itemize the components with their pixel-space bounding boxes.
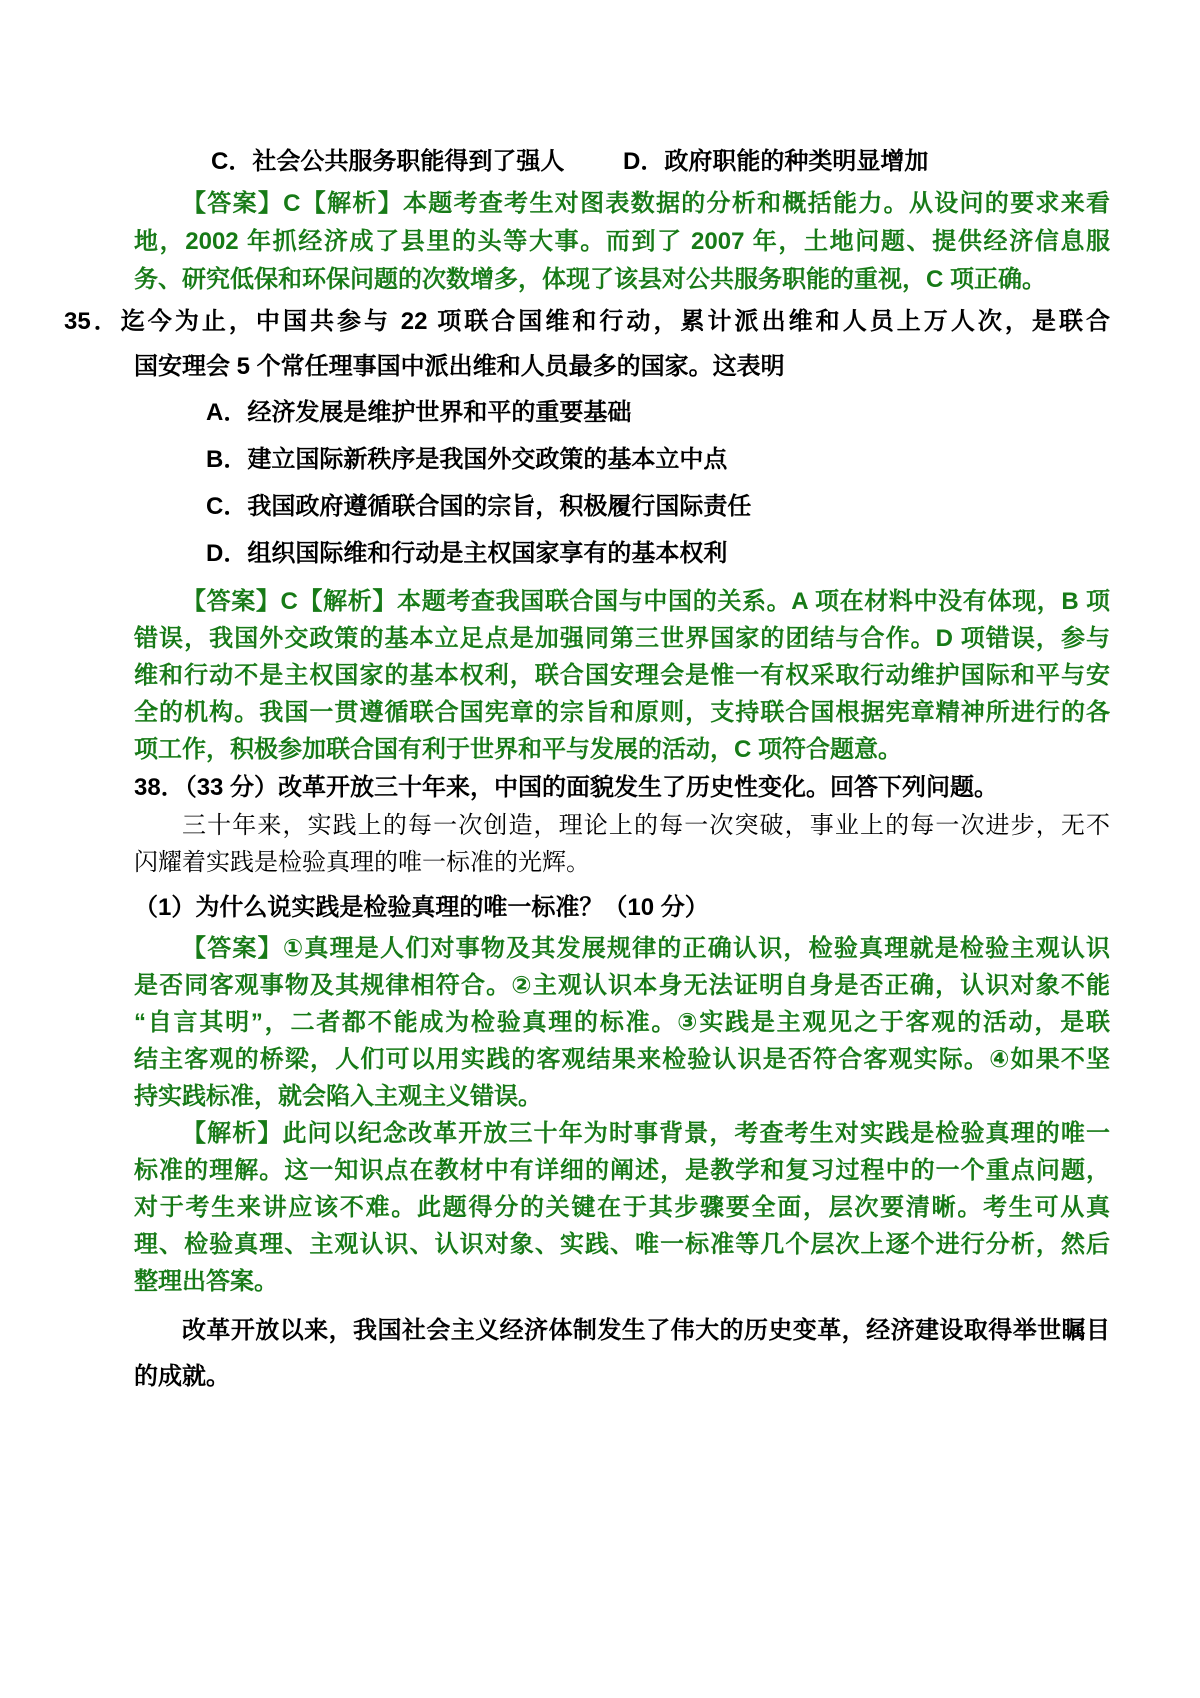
text-line: 标准的理解。这一知识点在教材中有详细的阐述，是教学和复习过程中的一个重点问题， bbox=[134, 1157, 1110, 1184]
q34-answer-explanation bbox=[134, 185, 1110, 299]
text-line: A．经济发展是维护世界和平的重要基础 bbox=[206, 399, 632, 426]
text-line: 改革开放以来，我国社会主义经济体制发生了伟大的历史变革，经济建设取得举世瞩目 bbox=[182, 1317, 1110, 1344]
q38-answer-1 bbox=[134, 930, 1110, 1115]
q34-option-d: D．政府职能的种类明显增加 bbox=[623, 148, 929, 175]
text-line: 维和行动不是主权国家的基本权利，联合国安理会是惟一有权采取行动维护国际和平与安 bbox=[134, 662, 1110, 689]
q35-answer-explanation bbox=[134, 583, 1110, 768]
text-line: 【答案】①真理是人们对事物及其发展规律的正确认识，检验真理就是检验主观认识 bbox=[182, 935, 1110, 962]
text-line: 35．迄今为止，中国共参与 22 项联合国维和行动，累计派出维和人员上万人次，是联合 bbox=[64, 308, 1110, 335]
text-line: 全的机构。我国一贯遵循联合国宪章的宗旨和原则，支持联合国根据宪章精神所进行的各 bbox=[134, 699, 1110, 726]
q34-options-row bbox=[134, 143, 1110, 181]
text-line: 结主客观的桥梁，人们可以用实践的客观结果来检验认识是否符合客观实际。④如果不坚 bbox=[134, 1046, 1110, 1073]
text-line: 项工作，积极参加联合国有利于世界和平与发展的活动，C 项符合题意。 bbox=[134, 736, 902, 763]
text-line: 闪耀着实践是检验真理的唯一标准的光辉。 bbox=[134, 850, 590, 876]
text-line: 【答案】C【解析】本题考查我国联合国与中国的关系。A 项在材料中没有体现，B 项 bbox=[182, 588, 1110, 615]
q38-heading: 38．（33 分）改革开放三十年来，中国的面貌发生了历史性变化。回答下列问题。 bbox=[134, 774, 999, 801]
text-line: 【答案】C【解析】本题考查考生对图表数据的分析和概括能力。从设问的要求来看 bbox=[182, 190, 1110, 217]
text-line: C．我国政府遵循联合国的宗旨，积极履行国际责任 bbox=[206, 493, 752, 520]
text-line: 理、检验真理、主观认识、认识对象、实践、唯一标准等几个层次上逐个进行分析，然后 bbox=[134, 1231, 1110, 1258]
text-line: 地，2002 年抓经济成了县里的头等大事。而到了 2007 年，土地问题、提供经济信息服 bbox=[134, 228, 1110, 255]
text-line: 错误，我国外交政策的基本立足点是加强同第三世界国家的团结与合作。D 项错误，参与 bbox=[134, 625, 1110, 652]
q34-option-c: C．社会公共服务职能得到了强人 bbox=[211, 148, 565, 175]
q38-analysis-1 bbox=[134, 1115, 1110, 1300]
text-line: 整理出答案。 bbox=[134, 1268, 278, 1295]
text-line: 对于考生来讲应该不难。此题得分的关键在于其步骤要全面，层次要清晰。考生可从真 bbox=[134, 1194, 1110, 1221]
text-line: 的成就。 bbox=[134, 1363, 230, 1390]
text-line: B．建立国际新秩序是我国外交政策的基本立中点 bbox=[206, 446, 728, 473]
text-line: 务、研究低保和环保问题的次数增多，体现了该县对公共服务职能的重视，C 项正确。 bbox=[134, 266, 1046, 293]
q35-stem bbox=[64, 299, 1110, 389]
q38-sub-question-1: （1）为什么说实践是检验真理的唯一标准？（10 分） bbox=[134, 894, 709, 921]
q38-material bbox=[134, 808, 1110, 882]
text-line: 【解析】此问以纪念改革开放三十年为时事背景，考查考生对实践是检验真理的唯一 bbox=[182, 1120, 1110, 1147]
document-body bbox=[64, 143, 1110, 1400]
q35-options bbox=[134, 389, 1110, 577]
text-line: 国安理会 5 个常任理事国中派出维和人员最多的国家。这表明 bbox=[134, 353, 785, 380]
text-line: D．组织国际维和行动是主权国家享有的基本权利 bbox=[206, 540, 728, 567]
text-line: 是否同客观事物及其规律相符合。②主观认识本身无法证明自身是否正确，认识对象不能 bbox=[134, 972, 1110, 999]
text-line: 持实践标准，就会陷入主观主义错误。 bbox=[134, 1083, 542, 1110]
text-line: “自言其明”，二者都不能成为检验真理的标准。③实践是主观见之于客观的活动，是联 bbox=[134, 1009, 1110, 1036]
q38-material-2 bbox=[134, 1308, 1110, 1400]
text-line: 三十年来，实践上的每一次创造，理论上的每一次突破，事业上的每一次进步，无不 bbox=[182, 813, 1110, 839]
